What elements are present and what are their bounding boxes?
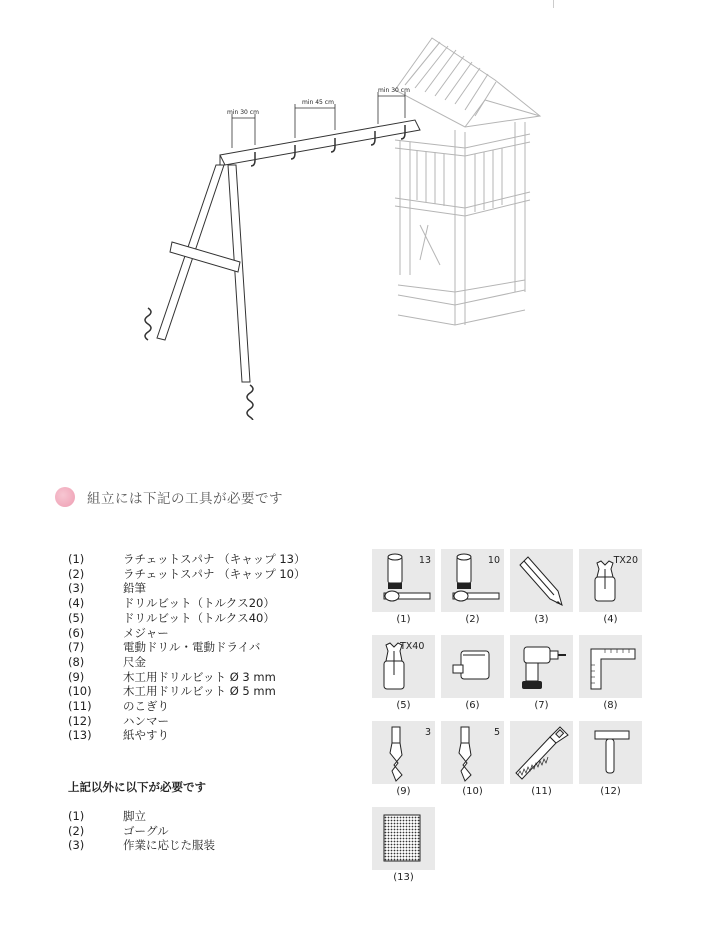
tile-caption: (12) bbox=[600, 786, 621, 797]
tile-caption: (8) bbox=[603, 700, 618, 711]
list-item-label: ラチェットスパナ （キャップ 13） bbox=[123, 552, 306, 566]
tool-tile-2 bbox=[441, 549, 504, 612]
top-divider bbox=[553, 0, 554, 8]
list-item-label: メジャー bbox=[123, 625, 169, 640]
list-item bbox=[68, 699, 305, 714]
list-item-label: ドリルビット（トルクス40） bbox=[123, 610, 275, 625]
list-item-label: 木工用ドリルビット Ø 5 mm bbox=[123, 684, 276, 699]
extras-heading: 上記以外に以下が必要です bbox=[68, 780, 206, 794]
tool-tile-11 bbox=[510, 721, 573, 784]
list-item-number: (12) bbox=[68, 713, 92, 728]
tile-caption: (1) bbox=[396, 614, 411, 625]
hammer-icon bbox=[579, 721, 642, 784]
tool-tile-7 bbox=[510, 635, 573, 698]
swing-assembly-illustration bbox=[120, 30, 560, 420]
tile-caption: (10) bbox=[462, 786, 483, 797]
tile-caption: (11) bbox=[531, 786, 552, 797]
list-item-number: (5) bbox=[68, 610, 85, 625]
list-item-label: ドリルビット（トルクス20） bbox=[123, 596, 275, 611]
sandpaper-icon bbox=[372, 807, 435, 870]
list-item-number: (3) bbox=[68, 838, 85, 853]
tile-tag: TX20 bbox=[613, 555, 638, 566]
list-item-label: 木工用ドリルビット Ø 3 mm bbox=[123, 669, 276, 684]
tool-tile-13 bbox=[372, 807, 435, 870]
list-item bbox=[68, 596, 305, 611]
tile-caption: (7) bbox=[534, 700, 549, 711]
list-item bbox=[68, 838, 215, 853]
list-item bbox=[68, 684, 305, 699]
list-item-number: (1) bbox=[68, 552, 85, 566]
tile-tag: 5 bbox=[493, 727, 500, 738]
tile-caption: (9) bbox=[396, 786, 411, 797]
tile-tag: 10 bbox=[487, 555, 500, 566]
list-item-number: (2) bbox=[68, 823, 85, 838]
list-item-label: 紙やすり bbox=[123, 728, 169, 743]
list-item bbox=[68, 581, 305, 596]
try-square-icon bbox=[579, 635, 642, 698]
list-item-number: (7) bbox=[68, 640, 85, 655]
tool-tile-10 bbox=[441, 721, 504, 784]
tile-caption: (2) bbox=[465, 614, 480, 625]
tape-measure-icon bbox=[441, 635, 504, 698]
list-item bbox=[68, 714, 305, 729]
power-drill-icon bbox=[510, 635, 573, 698]
list-item bbox=[68, 824, 215, 839]
list-item-number: (13) bbox=[68, 728, 92, 743]
list-item bbox=[68, 670, 305, 685]
list-item bbox=[68, 640, 305, 655]
list-item-number: (2) bbox=[68, 566, 85, 581]
extras-list bbox=[68, 809, 215, 853]
list-item-label: 脚立 bbox=[123, 809, 146, 823]
dimension-label-1: min 30 cm bbox=[227, 109, 259, 116]
list-item-label: ハンマー bbox=[123, 713, 169, 728]
list-item bbox=[68, 809, 215, 824]
list-item-number: (3) bbox=[68, 581, 85, 596]
tool-tile-6 bbox=[441, 635, 504, 698]
swing-diagram bbox=[120, 30, 560, 420]
tools-heading-text: 組立には下記の工具が必要です bbox=[87, 491, 283, 507]
tile-caption: (3) bbox=[534, 614, 549, 625]
list-item-label: 作業に応じた服装 bbox=[123, 838, 215, 853]
tile-caption: (4) bbox=[603, 614, 618, 625]
tool-tile-8 bbox=[579, 635, 642, 698]
tile-tag: 3 bbox=[424, 727, 431, 738]
saw-icon bbox=[510, 721, 573, 784]
list-item-label: 鉛筆 bbox=[123, 581, 146, 596]
list-item-number: (6) bbox=[68, 625, 85, 640]
tile-caption: (5) bbox=[396, 700, 411, 711]
tool-tile-3 bbox=[510, 549, 573, 612]
dimension-label-3: min 30 cm bbox=[378, 87, 410, 94]
list-item-number: (10) bbox=[68, 684, 92, 699]
pink-bullet-icon bbox=[55, 487, 75, 507]
list-item-number: (1) bbox=[68, 809, 85, 823]
list-item bbox=[68, 611, 305, 626]
tile-tag: TX40 bbox=[400, 641, 425, 652]
tile-caption: (6) bbox=[465, 700, 480, 711]
list-item-number: (8) bbox=[68, 654, 85, 669]
tool-tile-5 bbox=[372, 635, 435, 698]
list-item-label: のこぎり bbox=[123, 699, 169, 714]
list-item bbox=[68, 567, 305, 582]
tool-tile-12 bbox=[579, 721, 642, 784]
tools-heading bbox=[55, 486, 283, 508]
list-item-label: 電動ドリル・電動ドライバ bbox=[123, 640, 261, 655]
tile-tag: 13 bbox=[418, 555, 431, 566]
list-item-label: 尺金 bbox=[123, 654, 146, 669]
list-item-number: (9) bbox=[68, 669, 85, 684]
list-item-label: ラチェットスパナ （キャップ 10） bbox=[123, 566, 306, 581]
tool-tile-9 bbox=[372, 721, 435, 784]
list-item-number: (11) bbox=[68, 699, 92, 714]
pencil-icon bbox=[510, 549, 573, 612]
list-item bbox=[68, 655, 305, 670]
list-item-label: ゴーグル bbox=[123, 823, 169, 838]
tool-tile-4 bbox=[579, 549, 642, 612]
list-item bbox=[68, 728, 305, 743]
list-item bbox=[68, 626, 305, 641]
dimension-label-2: min 45 cm bbox=[302, 99, 334, 106]
tool-list bbox=[68, 552, 305, 743]
tool-tile-1 bbox=[372, 549, 435, 612]
list-item-number: (4) bbox=[68, 596, 85, 611]
tile-caption: (13) bbox=[393, 872, 414, 883]
list-item bbox=[68, 552, 305, 567]
